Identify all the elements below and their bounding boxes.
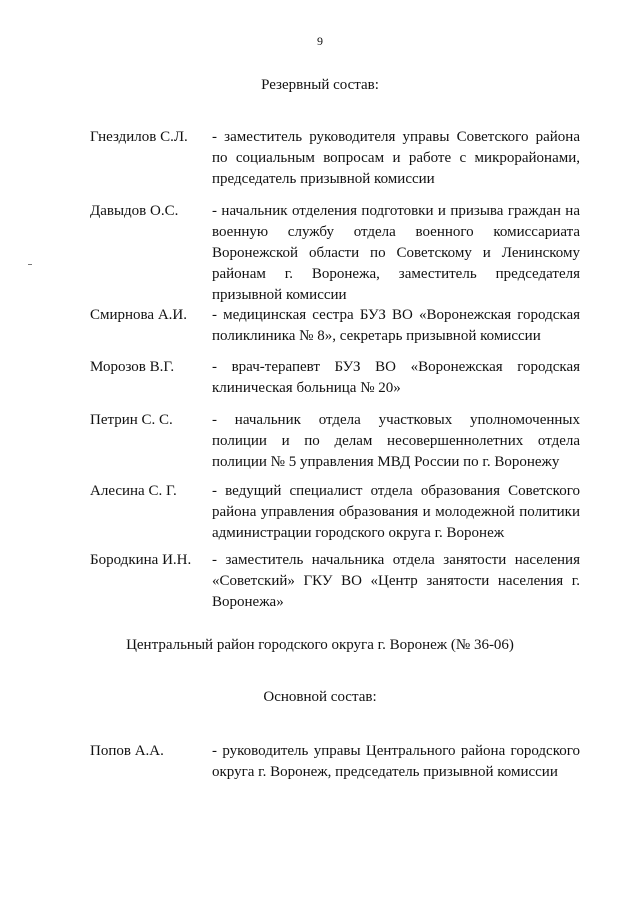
member-name: Попов А.А. (90, 743, 164, 759)
main-heading: Основной состав: (263, 689, 377, 705)
member-name: Смирнова А.И. (90, 307, 188, 323)
page-number: 9 (317, 34, 323, 48)
member-role: - ведущий специалист отдела образования Советского района управления образования и молодежной политики администрации городского округа г. Воронеж (212, 483, 580, 541)
member-name: Алесина С. Г. (90, 483, 177, 499)
member-role: - врач-терапевт БУЗ ВО «Воронежская городская клиническая больница № 20» (212, 359, 580, 396)
member-name: Гнездилов С.Л. (90, 129, 188, 145)
member-name: Морозов В.Г. (90, 359, 175, 375)
member-name: Бородкина И.Н. (90, 552, 192, 568)
member-role: - начальник отдела участковых уполномоченных полиции и по делам несовершеннолетних отдела полиции № 5 управления МВД России по г. Воронежу (212, 412, 580, 470)
margin-mark (28, 264, 32, 265)
member-role: - руководитель управы Центрального района городского округа г. Воронеж, председатель призывной комиссии (212, 743, 580, 780)
member-role: - заместитель руководителя управы Советского района по социальным вопросам и работе с микрорайонами, председатель призывной комиссии (212, 129, 580, 187)
member-role: - медицинская сестра БУЗ ВО «Воронежская городская поликлиника № 8», секретарь призывной комиссии (212, 307, 580, 344)
member-role: - заместитель начальника отдела занятости населения «Советский» ГКУ ВО «Центр занятости населения г. Воронежа» (212, 552, 580, 610)
member-role: - начальник отделения подготовки и призыва граждан на военную службу отдела военного комиссариата Воронежской области по Советскому и Ленинскому районам г. Воронежа, заместитель председателя призывной комиссии (212, 203, 580, 303)
member-name: Петрин С. С. (90, 412, 173, 428)
reserve-heading: Резервный состав: (261, 77, 379, 93)
district-heading: Центральный район городского округа г. Воронеж (№ 36-06) (126, 637, 514, 653)
member-name: Давыдов О.С. (90, 203, 179, 219)
